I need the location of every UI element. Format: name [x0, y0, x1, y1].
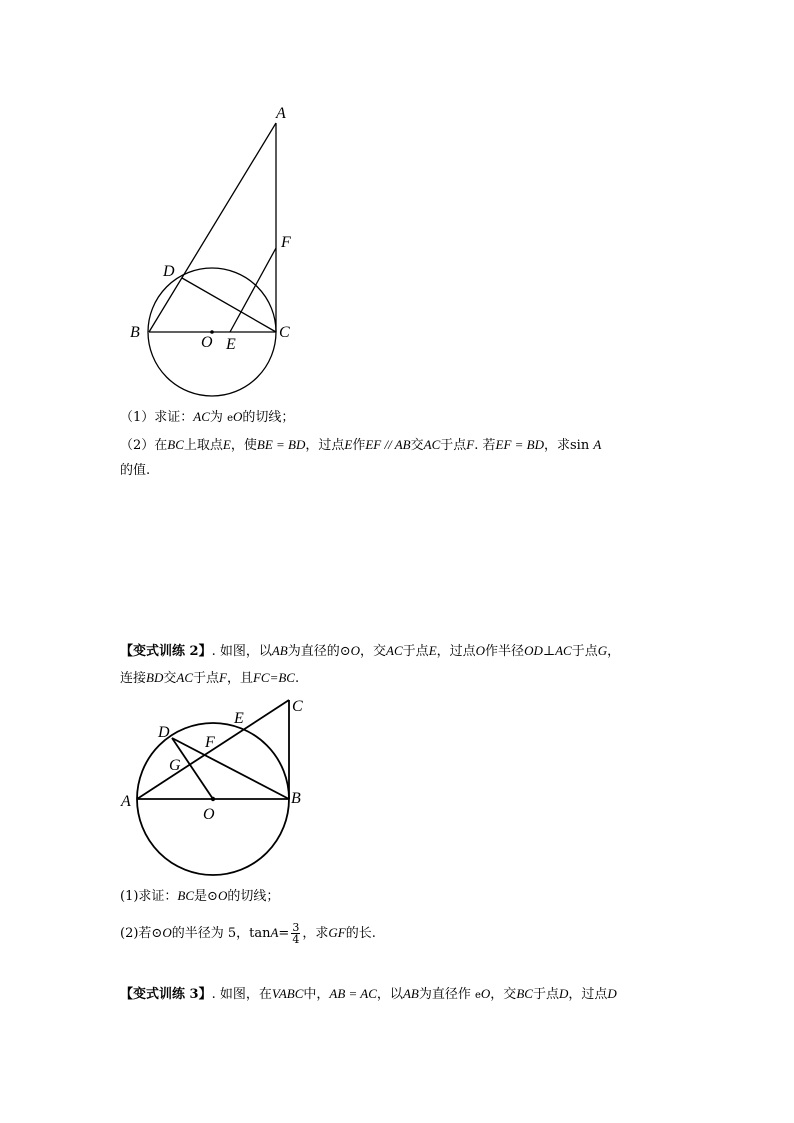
center-dot-o2 [211, 797, 215, 801]
problem1-q2-line2: 的值. [120, 463, 151, 478]
variant3-heading: 【变式训练 3】 [120, 987, 212, 1002]
variant3-line1: 【变式训练 3】. 如图，在VABC中，AB = AC，以AB为直径作 eO，交BC于点D，过点D [120, 986, 617, 1002]
label-a: A [276, 105, 286, 122]
label-b2: B [291, 790, 301, 807]
label-c2: C [292, 698, 303, 715]
fraction-three-quarters: $\frac{3}{4}$ [292, 921, 300, 946]
label-c: C [279, 324, 290, 341]
variant2-q2: (2)若⊙O的半径为 5，tanA= $\frac{3}{4}$ ，求GF的长. [120, 921, 376, 946]
label-o: O [201, 334, 213, 351]
label-e2: E [234, 710, 244, 727]
variant2-heading: 【变式训练 2】 [120, 644, 212, 659]
label-a2: A [121, 793, 131, 810]
label-f2: F [205, 734, 215, 751]
label-b: B [130, 324, 140, 341]
problem1-q2-line1: （2）在BC上取点E，使BE = BD，过点E作EF // AB交AC于点F. 若EF = BD，求sin A [120, 437, 602, 453]
label-d2: D [158, 724, 170, 741]
label-f: F [281, 234, 291, 251]
variant2-q1: (1)求证：BC是⊙O的切线； [120, 888, 280, 904]
label-o2: O [203, 806, 215, 823]
variant2-line1: 【变式训练 2】. 如图，以AB为直径的⊙O，交AC于点E，过点O作半径OD⊥AC于点G， [120, 643, 621, 659]
variant2-line2: 连接BD交AC于点F，且FC=BC. [120, 670, 300, 686]
problem1-q1: （1）求证：AC为 eO的切线； [120, 409, 295, 425]
segment-db-fig2 [172, 738, 289, 799]
label-g2: G [169, 757, 181, 774]
label-d: D [163, 263, 175, 280]
label-e: E [226, 336, 236, 353]
